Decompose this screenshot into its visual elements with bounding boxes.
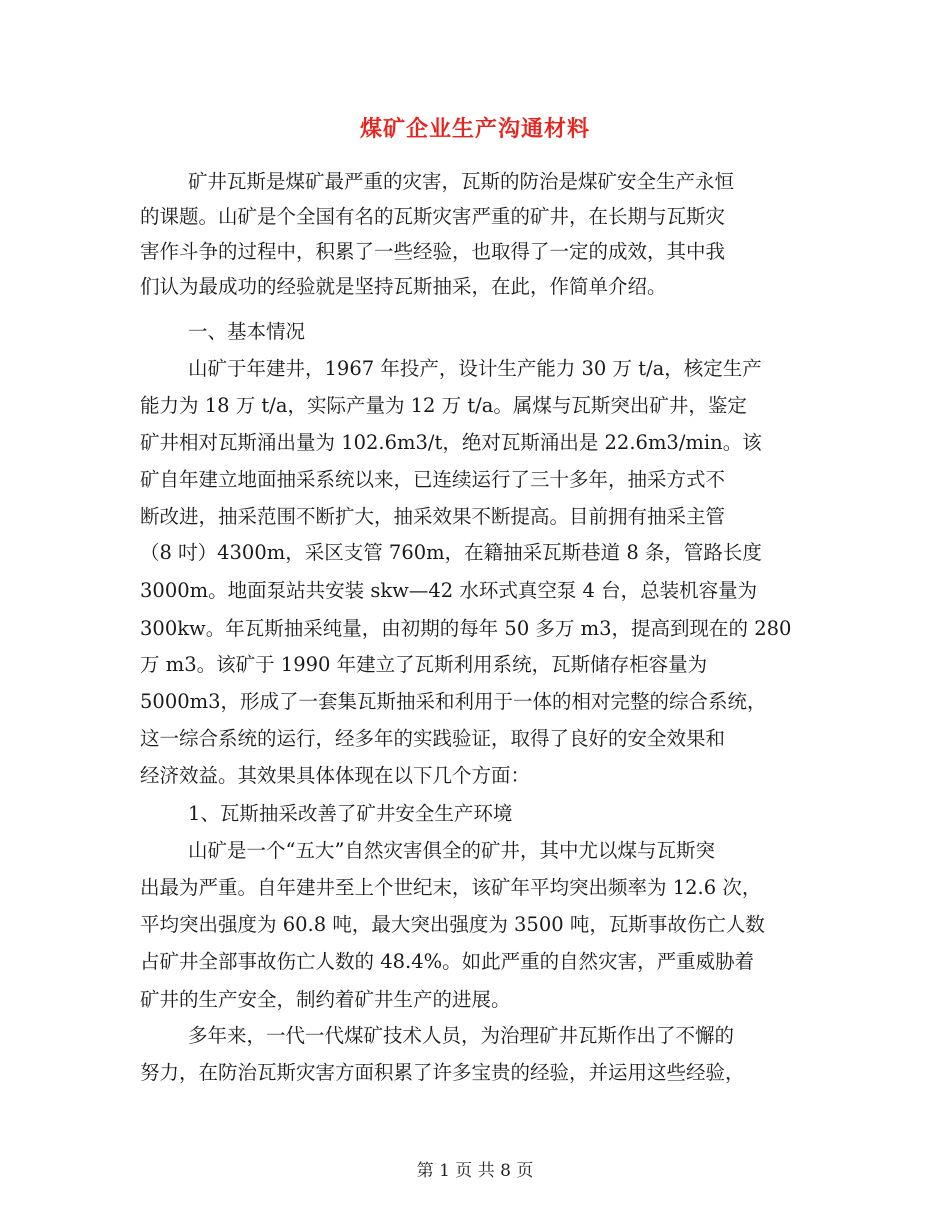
text-line: 们认为最成功的经验就是坚持瓦斯抽采，在此，作简单介绍。 xyxy=(140,275,667,298)
text-line: 矿井相对瓦斯涌出量为 102.6m3/t，绝对瓦斯涌出是 22.6m3/min。该 xyxy=(140,431,762,454)
text-line: 出最为严重。自年建井至上个世纪末，该矿年平均突出频率为 12.6 次， xyxy=(140,876,762,899)
text-line: 矿井瓦斯是煤矿最严重的灾害，瓦斯的防治是煤矿安全生产永恒 xyxy=(188,170,735,193)
text-line: 多年来，一代一代煤矿技术人员，为治理矿井瓦斯作出了不懈的 xyxy=(188,1024,735,1047)
text-line: 经济效益。其效果具体体现在以下几个方面： xyxy=(140,764,531,787)
text-line: 占矿井全部事故伤亡人数的 48.4%。如此严重的自然灾害，严重威胁着 xyxy=(140,950,755,973)
page-footer: 第 1 页 共 8 页 xyxy=(416,1161,534,1181)
text-line: 的课题。山矿是个全国有名的瓦斯灾害严重的矿井，在长期与瓦斯灾 xyxy=(140,205,726,228)
text-line: 能力为 18 万 t/a，实际产量为 12 万 t/a。属煤与瓦斯突出矿井，鉴定 xyxy=(140,394,747,417)
text-line: 矿自年建立地面抽采系统以来，已连续运行了三十多年，抽采方式不 xyxy=(140,468,726,491)
text-line: 万 m3。该矿于 1990 年建立了瓦斯利用系统，瓦斯储存柜容量为 xyxy=(140,653,708,676)
text-line: 害作斗争的过程中，积累了一些经验，也取得了一定的成效，其中我 xyxy=(140,240,726,263)
text-line: 矿井的生产安全，制约着矿井生产的进展。 xyxy=(140,988,511,1011)
section-heading: 1、瓦斯抽采改善了矿井安全生产环境 xyxy=(188,802,513,825)
section-heading: 一、基本情况 xyxy=(188,320,306,343)
text-line: 这一综合系统的运行，经多年的实践验证，取得了良好的安全效果和 xyxy=(140,727,726,750)
text-line: 努力，在防治瓦斯灾害方面积累了许多宝贵的经验，并运用这些经验， xyxy=(140,1061,745,1084)
text-line: 山矿于年建井，1967 年投产，设计生产能力 30 万 t/a，核定生产 xyxy=(188,357,762,380)
text-line: 3000m。地面泵站共安装 skw—42 水环式真空泵 4 台，总装机容量为 xyxy=(140,579,758,602)
text-line: （8 吋）4300m，采区支管 760m，在籍抽采瓦斯巷道 8 条，管路长度 xyxy=(140,541,762,564)
text-line: 断改进，抽采范围不断扩大，抽采效果不断提高。目前拥有抽采主管 xyxy=(140,505,726,528)
document-title: 煤矿企业生产沟通材料 xyxy=(359,116,590,142)
text-line: 平均突出强度为 60.8 吨，最大突出强度为 3500 吨，瓦斯事故伤亡人数 xyxy=(140,913,765,936)
text-line: 5000m3，形成了一套集瓦斯抽采和利用于一体的相对完整的综合系统， xyxy=(140,690,767,713)
text-line: 300kw。年瓦斯抽采纯量，由初期的每年 50 多万 m3，提高到现在的 280 xyxy=(140,617,792,640)
text-line: 山矿是一个“五大”自然灾害俱全的矿井，其中尤以煤与瓦斯突 xyxy=(188,839,715,862)
